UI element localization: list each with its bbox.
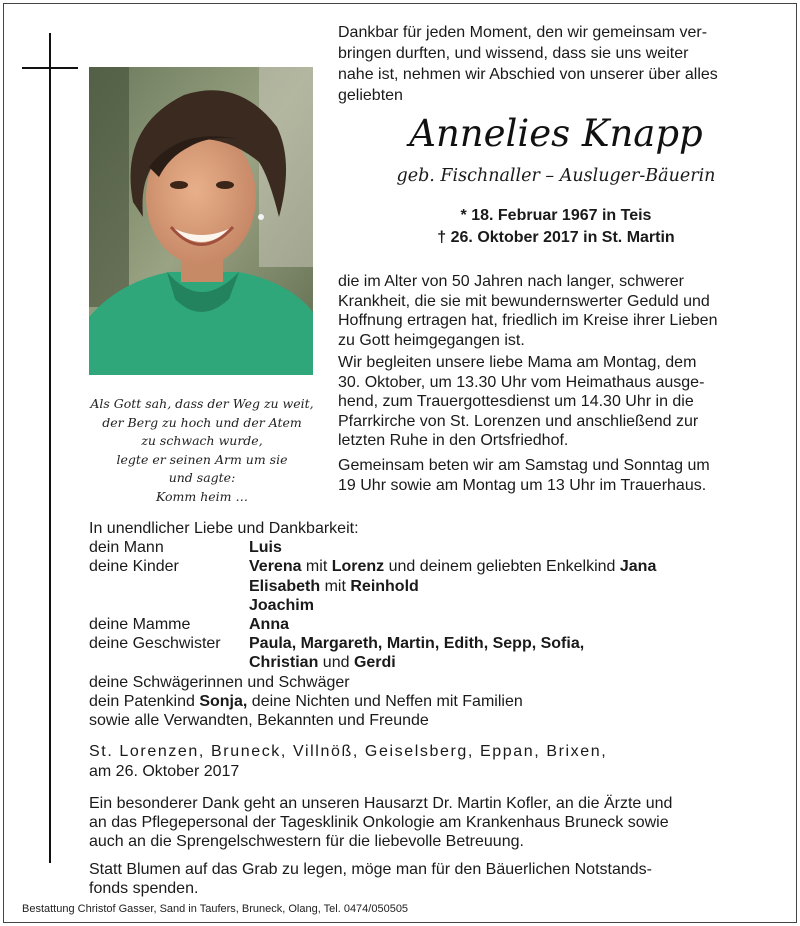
mourner-row: [89, 596, 779, 615]
relation-label: deine Geschwister: [89, 635, 221, 653]
intro-line: nahe ist, nehmen wir Abschied von unserer über alles: [338, 66, 718, 83]
death-date: † 26. Oktober 2017 in St. Martin: [437, 229, 675, 246]
mourner-name: Elisabeth: [249, 577, 321, 595]
mourner-row: dein Patenkind Sonja, deine Nichten und Neffen mit Familien: [89, 692, 523, 710]
place-date: [89, 742, 779, 781]
obituary-paragraph: [338, 272, 774, 350]
mourner-name: Jana: [619, 558, 657, 576]
paragraph-line: Krankheit, die sie mit bewundernswerter Geduld und: [338, 292, 710, 310]
cross-icon-bar: [22, 67, 78, 69]
paragraph-line: Pfarrkirche von St. Lorenzen und anschließend zur: [338, 412, 699, 430]
mourner-row: [89, 615, 779, 634]
funeral-paragraph: [338, 353, 774, 451]
mourner-name: Paula, Margareth, Martin, Edith, Sepp, Sofia,: [249, 635, 585, 653]
poem-line: Als Gott sah, dass der Weg zu weit,: [90, 396, 314, 411]
paragraph-line: Hoffnung ertragen hat, friedlich im Kreise ihrer Lieben: [338, 312, 718, 330]
poem: [80, 395, 324, 506]
place-line: St. Lorenzen, Bruneck, Villnöß, Geiselsberg, Eppan, Brixen,: [89, 743, 608, 760]
mourner-row: Christian und Gerdi: [249, 654, 396, 672]
poem-line: und sagte:: [168, 470, 236, 485]
mourner-row: Elisabeth mit Reinhold: [249, 577, 419, 595]
intro-line: bringen durften, und wissend, dass sie uns weiter: [338, 45, 689, 62]
paragraph-line: auch an die Sprengelschwestern für die liebevolle Betreuung.: [89, 833, 524, 851]
mourner-row: deine Schwägerinnen und Schwäger: [89, 673, 350, 691]
mourner-name: Sonja,: [199, 692, 248, 710]
poem-line: der Berg zu hoch und der Atem: [102, 414, 302, 430]
paragraph-line: Ein besonderer Dank geht an unseren Hausarzt Dr. Martin Kofler, an die Ärzte und: [89, 795, 673, 812]
mourner-name: Verena: [249, 558, 302, 576]
paragraph-line: 19 Uhr sowie am Montag um 13 Uhr im Trauerhaus.: [338, 476, 707, 494]
deceased-name: Annelies Knapp: [409, 112, 703, 155]
prayer-paragraph: [338, 456, 774, 495]
mourner-name: Anna: [249, 616, 289, 634]
portrait-photo: [89, 67, 313, 375]
paragraph-line: fonds spenden.: [89, 880, 199, 898]
mourner-name: Luis: [249, 539, 282, 557]
poem-line: legte er seinen Arm um sie: [116, 451, 288, 467]
mourner-row: sowie alle Verwandten, Bekannten und Freunde: [89, 712, 429, 730]
cross-icon: [49, 33, 51, 863]
paragraph-line: Wir begleiten unsere liebe Mama am Montag, dem: [338, 354, 697, 371]
birth-date: * 18. Februar 1967 in Teis: [460, 207, 652, 224]
paragraph-line: die im Alter von 50 Jahren nach langer, schwerer: [338, 273, 684, 290]
relation-label: deine Kinder: [89, 558, 179, 576]
paragraph-line: 30. Oktober, um 13.30 Uhr vom Heimathaus ausge-: [338, 373, 705, 391]
relation-label: dein Mann: [89, 539, 164, 557]
mourner-row: [89, 634, 779, 653]
thanks-paragraph: [89, 794, 779, 852]
mourner-row: [89, 538, 779, 557]
paragraph-line: Gemeinsam beten wir am Samstag und Sonntag um: [338, 457, 710, 474]
relation-label: deine Mamme: [89, 616, 191, 634]
poem-line: zu schwach wurde,: [141, 433, 263, 448]
life-dates: [338, 205, 774, 249]
mourner-name: Joachim: [249, 596, 314, 614]
donation-paragraph: [89, 860, 779, 898]
mourner-name: Christian: [249, 654, 319, 672]
paragraph-line: zu Gott heimgegangen ist.: [338, 331, 525, 349]
poem-line: Komm heim …: [156, 488, 248, 504]
paragraph-line: an das Pflegepersonal der Tagesklinik Onkologie am Krankenhaus Bruneck sowie: [89, 814, 669, 832]
maiden-name: geb. Fischnaller – Ausluger-Bäuerin: [396, 166, 716, 186]
intro-line: geliebten: [338, 87, 403, 104]
mourner-name: Gerdi: [353, 654, 396, 672]
funeral-home-footer: Bestattung Christof Gasser, Sand in Taufers, Bruneck, Olang, Tel. 0474/050505: [22, 903, 409, 915]
paragraph-line: Statt Blumen auf das Grab zu legen, möge man für den Bäuerlichen Notstands-: [89, 861, 652, 878]
mourner-name: Reinhold: [350, 577, 419, 595]
date-line: am 26. Oktober 2017: [89, 762, 240, 780]
mourner-row: deine Kinder Verena mit Lorenz und deinem geliebten Enkelkind Jana: [89, 558, 657, 576]
mourners-heading: In unendlicher Liebe und Dankbarkeit:: [89, 520, 359, 537]
mourner-name: Lorenz: [331, 558, 385, 576]
intro-line: Dankbar für jeden Moment, den wir gemeinsam ver-: [338, 24, 708, 41]
paragraph-line: letzten Ruhe in den Ortsfriedhof.: [338, 432, 569, 450]
paragraph-line: hend, zum Trauergottesdienst um 14.30 Uhr in die: [338, 393, 694, 411]
mourners-list: [89, 519, 779, 730]
intro-text: [338, 22, 774, 106]
